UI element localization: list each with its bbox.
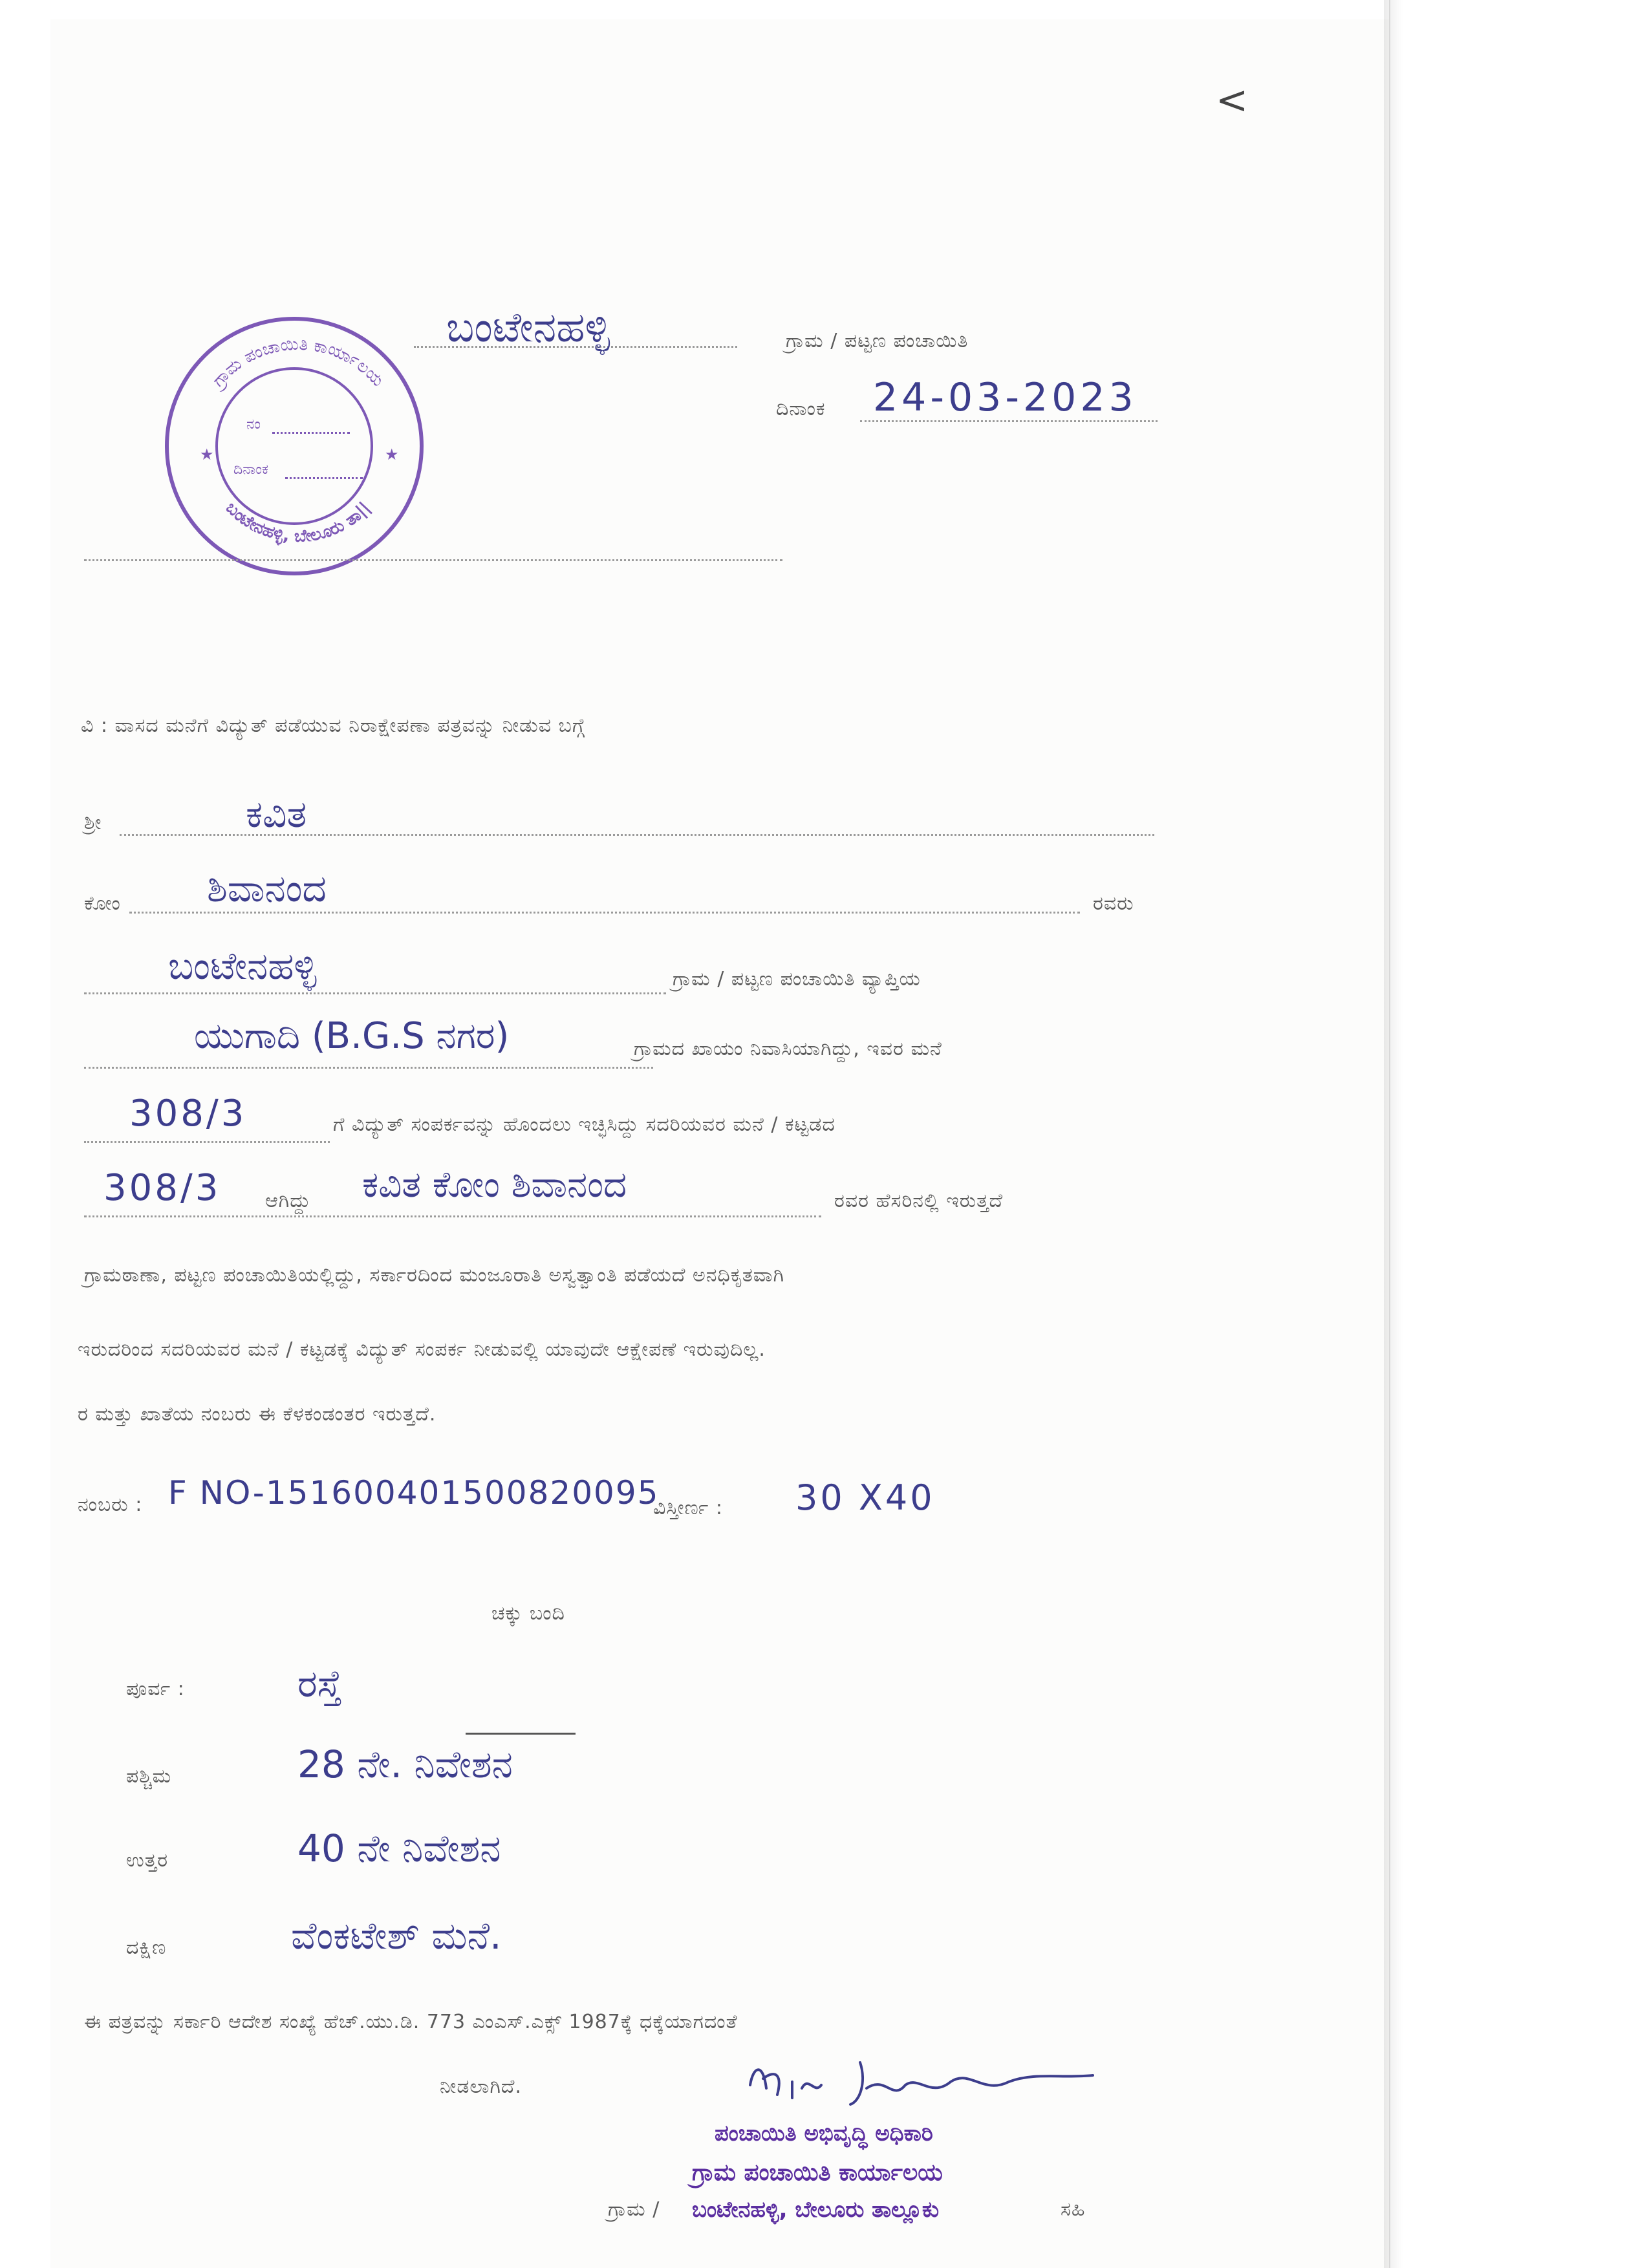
west-handwritten: 28 ನೇ. ನಿವೇಶನ xyxy=(297,1742,513,1786)
number-label: ನಂಬರು : xyxy=(78,1493,143,1516)
stamp-date-label: ದಿನಾಂಕ xyxy=(233,462,268,478)
footer-order-line: ಈ ಪತ್ರವನ್ನು ಸರ್ಕಾರಿ ಆದೇಶ ಸಂಖ್ಯೆ ಹೆಚ್.ಯು.ಡಿ. 773 ಎಂಎಸ್.ಎಕ್ಸ್ 1987ಕ್ಕೆ ಧಕ್ಕೆಯಾಗದಂತೆ xyxy=(84,2011,738,2033)
date-dotted-line xyxy=(860,420,1158,422)
owner-line-dots xyxy=(84,1215,821,1217)
west-label: ಪಶ್ಚಿಮ xyxy=(126,1765,172,1788)
office-round-stamp xyxy=(165,317,424,575)
sri-handwritten: ಕವಿತ xyxy=(246,792,307,836)
area-handwritten: ಯುಗಾದಿ (B.G.S ನಗರ) xyxy=(194,1015,510,1057)
area-size-handwritten: 30 X40 xyxy=(795,1477,935,1518)
panchayat-limit-text: ಗ್ರಾಮ / ಪಟ್ಟಣ ಪಂಚಾಯಿತಿ ವ್ಯಾಪ್ತಿಯ xyxy=(673,968,921,990)
stamp-no-line xyxy=(272,432,350,434)
village-handwritten: ಬಂಟೇನಹಳ್ಳಿ xyxy=(446,304,610,352)
stamp-no-label: ನಂ xyxy=(246,416,261,433)
corner-pen-mark: < xyxy=(1216,78,1249,123)
area-line-dots xyxy=(84,1067,653,1069)
owner-name-text: ರವರ ಹೆಸರಿನಲ್ಲಿ ಇರುತ್ತದೆ xyxy=(834,1190,1004,1212)
body-line-9: ರ ಮತ್ತು ಖಾತೆಯ ನಂಬರು ಈ ಕೆಳಕಂಡಂತರ ಇರುತ್ತದೆ. xyxy=(78,1403,436,1426)
page-fold-line xyxy=(1389,0,1390,2268)
panchayat-label: ಗ್ರಾಮ / ಪಟ್ಟಣ ಪಂಚಾಯಿತಿ xyxy=(786,330,969,352)
footer-issued-line: ನೀಡಲಾಗಿದೆ. xyxy=(440,2075,522,2098)
date-handwritten: 24-03-2023 xyxy=(873,375,1137,420)
page-edge-shadow xyxy=(1384,0,1403,2268)
east-underline xyxy=(466,1733,576,1735)
boundaries-title: ಚಕ್ಕು ಬಂದಿ xyxy=(491,1602,565,1625)
ko-handwritten: ಶಿವಾನಂದ xyxy=(207,866,327,910)
subject-line: ವಿ : ವಾಸದ ಮನೆಗೆ ವಿದ್ಯುತ್ ಪಡೆಯುವ ನಿರಾಕ್ಷೇಪಣಾ ಪತ್ರವನ್ನು ನೀಡುವ ಬಗ್ಗೆ xyxy=(81,714,586,737)
seal-office-name: ಗ್ರಾಮ ಪಂಚಾಯಿತಿ ಕಾರ್ಯಾಲಯ xyxy=(692,2159,943,2186)
svg-text:ಗ್ರಾಮ ಪಂಚಾಯಿತಿ ಕಾರ್ಯಾಲಯ: ಗ್ರಾಮ ಪಂಚಾಯಿತಿ ಕಾರ್ಯಾಲಯ xyxy=(208,334,388,390)
gram-prefix: ಗ್ರಾಮ / xyxy=(608,2198,660,2221)
seal-location: ಬಂಟೇನಹಳ್ಳಿ, ಬೇಲೂರು ತಾಲ್ಲೂಕು xyxy=(692,2197,940,2223)
connection-text: ಗೆ ವಿದ್ಯುತ್ ಸಂಪರ್ಕವನ್ನು ಹೊಂದಲು ಇಚ್ಛಿಸಿದ್ದು ಸದರಿಯವರ ಮನೆ / ಕಟ್ಟಡದ xyxy=(333,1113,835,1136)
stamp-date-line xyxy=(285,477,363,479)
resident-text: ಗ್ರಾಮದ ಖಾಯಂ ನಿವಾಸಿಯಾಗಿದ್ದು, ಇವರ ಮನೆ xyxy=(634,1038,942,1060)
house-no-handwritten: 308/3 xyxy=(129,1093,247,1135)
svg-text:ಬಂಟೇನಹಳ್ಳಿ, ಬೇಲೂರು ತಾ||: ಬಂಟೇನಹಳ್ಳಿ, ಬೇಲೂರು ತಾ|| xyxy=(222,498,374,547)
south-label: ದಕ್ಷಿಣ xyxy=(126,1936,167,1959)
north-label: ಉತ್ತರ xyxy=(126,1849,169,1872)
ko-label: ಕೋಂ xyxy=(84,892,121,915)
date-label: ದಿನಾಂಕ xyxy=(776,398,826,420)
svg-text:★: ★ xyxy=(200,445,214,464)
north-handwritten: 40 ನೇ ನಿವೇಶನ xyxy=(297,1826,501,1870)
ko-dotted-line xyxy=(129,912,1080,914)
house-no-2-handwritten: 308/3 xyxy=(103,1167,221,1209)
header-separator-line xyxy=(84,559,782,561)
owner-handwritten: ಕವಿತ ಕೋಂ ಶಿವಾನಂದ xyxy=(362,1164,627,1206)
house-no-dots xyxy=(84,1141,330,1143)
village-line-dots xyxy=(84,992,666,994)
stamp-ring-text xyxy=(169,321,427,579)
ravaru-label: ರವರು xyxy=(1093,892,1134,915)
south-handwritten: ವೆಂಕಟೇಶ್ ಮನೆ. xyxy=(291,1914,502,1958)
village-handwritten-body: ಬಂಟೇನಹಳ್ಳಿ xyxy=(168,944,317,988)
svg-text:★: ★ xyxy=(385,445,399,464)
body-line-8: ಇರುದರಿಂದ ಸದರಿಯವರ ಮನೆ / ಕಟ್ಟಡಕ್ಕೆ ವಿದ್ಯುತ್ ಸಂಪರ್ಕ ನೀಡುವಲ್ಲಿ ಯಾವುದೇ ಆಕ್ಷೇಪಣೆ ಇರುವುದಿಲ್ಲ. xyxy=(78,1338,766,1361)
area-size-label: ವಿಸ್ತೀರ್ಣ : xyxy=(653,1497,723,1519)
east-handwritten: ರಸ್ತೆ xyxy=(297,1662,342,1706)
number-handwritten: F NO-151600401500820095 xyxy=(168,1474,660,1512)
seal-officer-title: ಪಂಚಾಯಿತಿ ಅಭಿವೃದ್ಧಿ ಅಧಿಕಾರಿ xyxy=(715,2121,933,2146)
east-label: ಪೂರ್ವ : xyxy=(126,1678,185,1700)
agiddu-text: ಆಗಿದ್ದು xyxy=(265,1190,311,1212)
sri-label: ಶ್ರೀ xyxy=(84,811,102,834)
signature-label: ಸಹಿ xyxy=(1061,2198,1086,2221)
officer-signature xyxy=(737,2049,1099,2121)
body-line-7: ಗ್ರಾಮಠಾಣಾ, ಪಟ್ಟಣ ಪಂಚಾಯಿತಿಯಲ್ಲಿದ್ದು, ಸರ್ಕಾರದಿಂದ ಮಂಜೂರಾತಿ ಅಸ್ವತ್ವಾಂತಿ ಪಡೆಯದೆ ಅನಧಿಕೃತವಾಗಿ xyxy=(84,1264,784,1287)
